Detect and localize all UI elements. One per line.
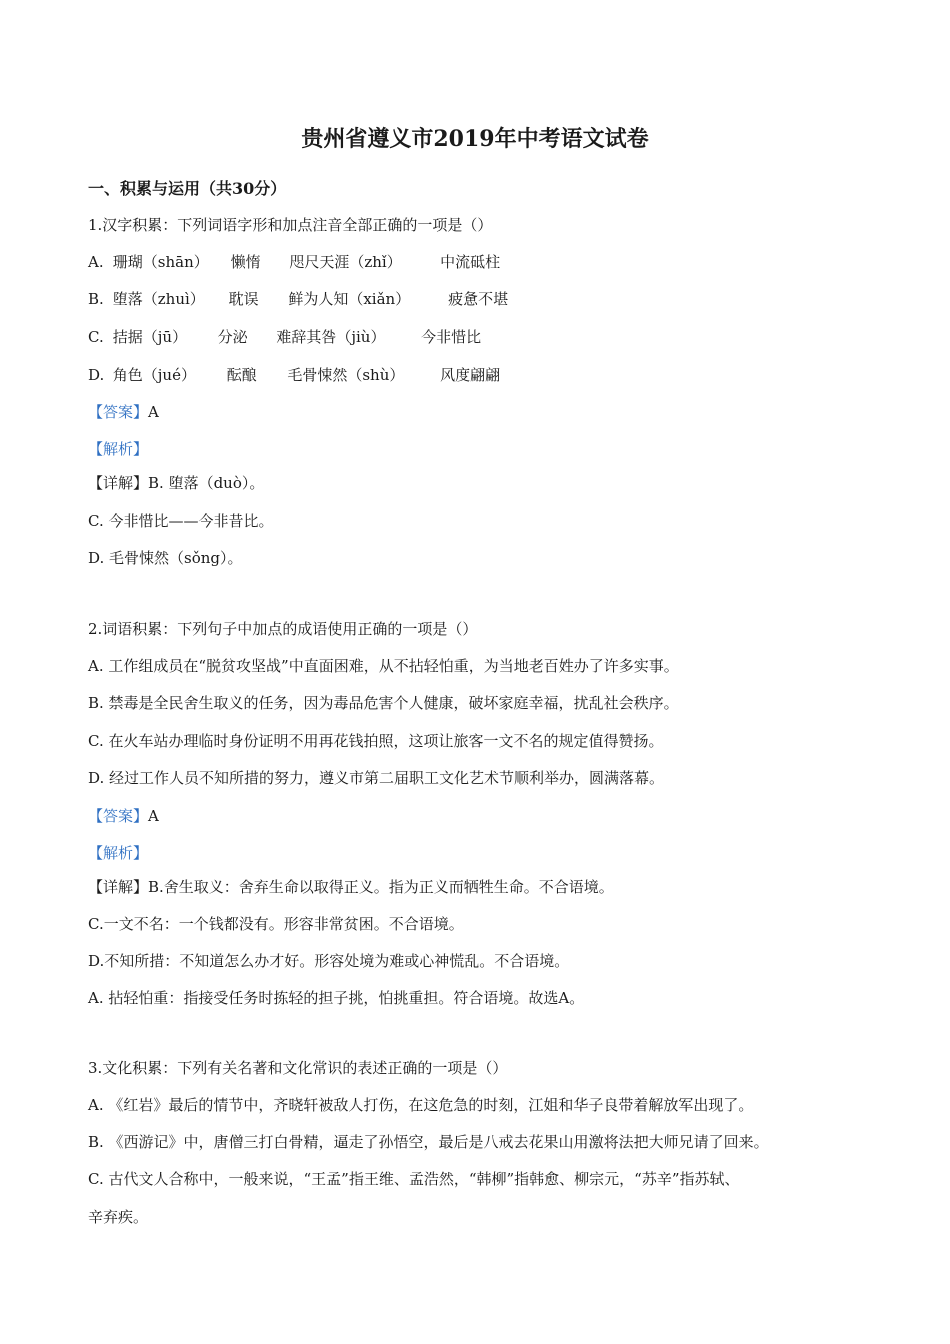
question-1-option-c — [88, 326, 870, 348]
detail-text: B. 堕落（duò）。 — [148, 474, 265, 492]
question-1-detail-d: D. 毛骨悚然（sǒng）。 — [88, 549, 243, 567]
question-3-option-b: B. 《西游记》中，唐僧三打白骨精，逼走了孙悟空，最后是八戒去花果山用激将法把大师兄请了回来。 — [88, 1133, 769, 1151]
option-letter: A. — [88, 253, 104, 271]
option-letter: C. — [88, 328, 104, 346]
question-3-stem: 3.文化积累：下列有关名著和文化常识的表述正确的一项是（） — [88, 1059, 508, 1077]
answer-value: A — [148, 403, 159, 421]
question-2-detail — [88, 876, 870, 898]
page-title: 贵州省遵义市2019年中考语文试卷 — [301, 126, 649, 152]
option-word: 酝酿 — [226, 366, 257, 384]
option-word: 鲜为人知（xiǎn） — [288, 290, 411, 308]
question-1-option-b — [88, 288, 870, 310]
question-1-option-a — [88, 251, 870, 273]
option-word: 风度翩翩 — [440, 366, 501, 384]
option-letter: B. — [88, 290, 104, 308]
option-word: 角色（jué） — [112, 366, 196, 384]
answer-tag: 【答案】 — [88, 403, 149, 421]
option-word: 懒惰 — [230, 253, 261, 271]
option-word: 疲惫不堪 — [448, 290, 509, 308]
question-2-detail-a: A. 拈轻怕重：指接受任务时拣轻的担子挑，怕挑重担。符合语境。故选A。 — [88, 989, 585, 1007]
option-word: 珊瑚（shān） — [112, 253, 209, 271]
question-3-option-c-continued: 辛弃疾。 — [88, 1208, 149, 1226]
option-word: 堕落（zhuì） — [112, 290, 205, 308]
question-1-detail — [88, 472, 870, 494]
option-word: 毛骨悚然（shù） — [287, 366, 405, 384]
question-2-option-c: C. 在火车站办理临时身份证明不用再花钱拍照，这项让旅客一文不名的规定值得赞扬。 — [88, 732, 664, 750]
question-2-answer — [88, 805, 870, 827]
question-3-option-a: A. 《红岩》最后的情节中，齐晓轩被敌人打伤，在这危急的时刻，江姐和华子良带着解放军出现了。 — [88, 1096, 754, 1114]
answer-tag: 【答案】 — [88, 807, 149, 825]
detail-text: B.舍生取义：舍弃生命以取得正义。指为正义而牺牲生命。不合语境。 — [148, 878, 614, 896]
question-1-detail-c: C. 今非惜比——今非昔比。 — [88, 512, 274, 530]
question-1-stem: 1.汉字积累：下列词语字形和加点注音全部正确的一项是（） — [88, 216, 493, 234]
question-1-answer — [88, 401, 870, 423]
analysis-tag: 【解析】 — [88, 440, 149, 458]
question-3-option-c: C. 古代文人合称中，一般来说，“王孟”指王维、孟浩然，“韩柳”指韩愈、柳宗元，“苏辛”指苏轼、 — [88, 1170, 740, 1188]
option-letter: D. — [88, 366, 105, 384]
option-word: 拮据（jū） — [112, 328, 188, 346]
option-word: 难辞其咎（jiù） — [276, 328, 386, 346]
option-word: 咫尺天涯（zhǐ） — [289, 253, 402, 271]
question-2-option-d: D. 经过工作人员不知所措的努力，遵义市第二届职工文化艺术节顺利举办，圆满落幕。 — [88, 769, 665, 787]
question-2-stem: 2.词语积累：下列句子中加点的成语使用正确的一项是（） — [88, 620, 478, 638]
question-2-option-a: A. 工作组成员在“脱贫攻坚战”中直面困难，从不拈轻怕重，为当地老百姓办了许多实事。 — [88, 657, 679, 675]
section-heading: 一、积累与运用（共30分） — [88, 179, 287, 198]
option-word: 耽误 — [228, 290, 259, 308]
question-1-option-d — [88, 364, 870, 386]
question-2-detail-c: C.一文不名：一个钱都没有。形容非常贫困。不合语境。 — [88, 915, 464, 933]
question-2-detail-d: D.不知所措：不知道怎么办才好。形容处境为难或心神慌乱。不合语境。 — [88, 952, 570, 970]
detail-tag: 【详解】 — [88, 474, 149, 492]
option-word: 分泌 — [217, 328, 248, 346]
option-word: 中流砥柱 — [440, 253, 501, 271]
analysis-tag: 【解析】 — [88, 844, 149, 862]
option-word: 今非惜比 — [421, 328, 482, 346]
detail-tag: 【详解】 — [88, 878, 149, 896]
question-2-option-b: B. 禁毒是全民舍生取义的任务，因为毒品危害个人健康，破坏家庭幸福，扰乱社会秩序。 — [88, 694, 679, 712]
answer-value: A — [148, 807, 159, 825]
